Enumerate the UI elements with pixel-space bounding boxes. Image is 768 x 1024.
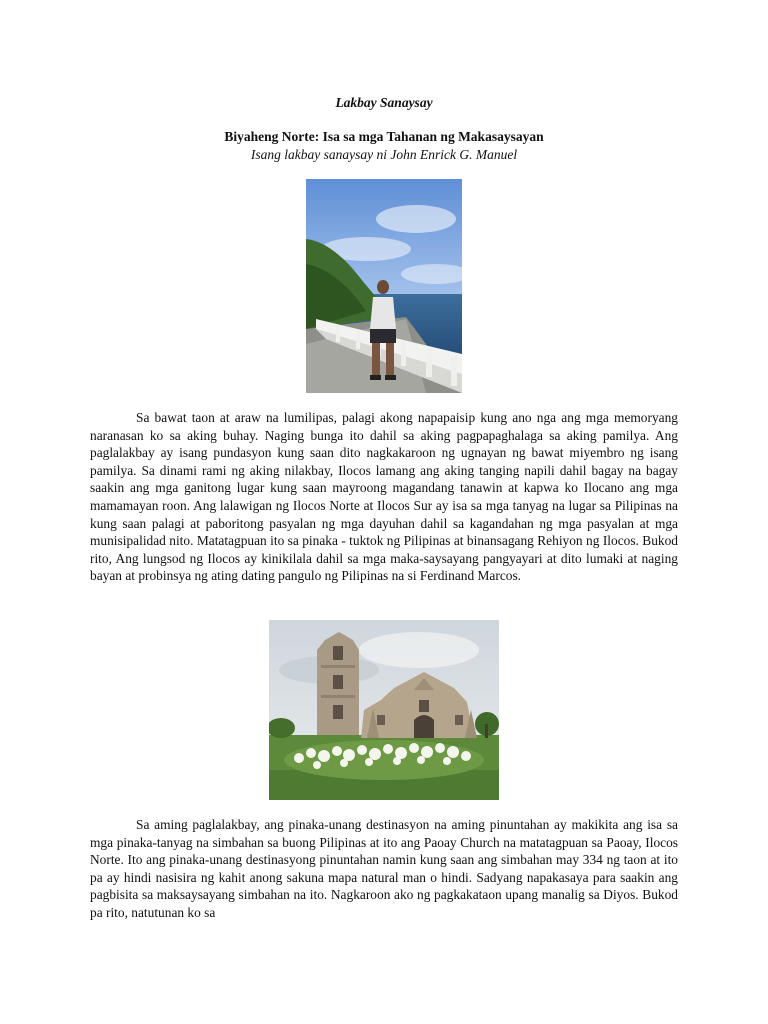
- church-photo-graphic: [269, 620, 499, 800]
- bridge-photo: [306, 179, 462, 393]
- paragraph-1: Sa bawat taon at araw na lumilipas, palagi akong napapaisip kung ano nga ang mga memoryang naranasan ko sa aking buhay. Naging bunga ito dahil sa aking pagpapaghalaga sa aking pamilya. Ang paglalakbay ay isang pundasyon kung saan dito nagkakaroon ng ugnayan ng bawat miyembro ng isang pamilya. Sa dinami rami ng aking nilakbay, Ilocos lamang ang aking tanging napili dahil bagay na bagay saakin ang mga ganitong lugar kung saan mayroong magandang tanawin at kapwa ko Ilocano ang mga mamamayan roon. Ang lalawigan ng Ilocos Norte at Ilocos Sur ay isa sa mga tanyag na lugar sa Pilipinas na kung saan palagi at paboritong pasyalan ng mga dayuhan dahil sa kagandahan ng mga pasyalan at mga munisipalidad nito. Matatagpuan ito sa pinaka - tuktok ng Pilipinas at binansagang Rehiyon ng Ilocos. Bukod rito, Ang lungsod ng Ilocos ay kinikilala dahil sa mga maka-saysayang pangyayari at dito lumaki at naging bayan at probinsya ng ating dating pangulo ng Pilipinas na si Ferdinand Marcos.: [90, 410, 678, 584]
- essay-label: Lakbay Sanaysay: [335, 95, 433, 110]
- church-photo: [269, 620, 499, 800]
- essay-byline: Isang lakbay sanaysay ni John Enrick G. Manuel: [250, 147, 518, 162]
- essay-title: Biyaheng Norte: Isa sa mga Tahanan ng Makasaysayan: [224, 129, 544, 144]
- paragraph-2: Sa aming paglalakbay, ang pinaka-unang destinasyon na aming pinuntahan ay makikita ang isa sa mga pinaka-tanyag na simbahan sa buong Pilipinas at ito ang Paoay Church na matatagpuan sa Paoay, Ilocos Norte. Ito ang pinaka-unang destinasyong pinuntahan namin kung saan ang simbahan may 334 ng taon at ito pa ay hindi nasisira ng kahit anong sakuna mapa natural man o hindi. Sadyang napakasaya para saakin ang pagbisita sa maksaysayang simbahan na ito. Nagkaroon ako ng pagkakataon upang manalig sa Diyos. Bukod pa rito, natutunan ko sa: [90, 817, 678, 920]
- bridge-photo-graphic: [306, 179, 462, 393]
